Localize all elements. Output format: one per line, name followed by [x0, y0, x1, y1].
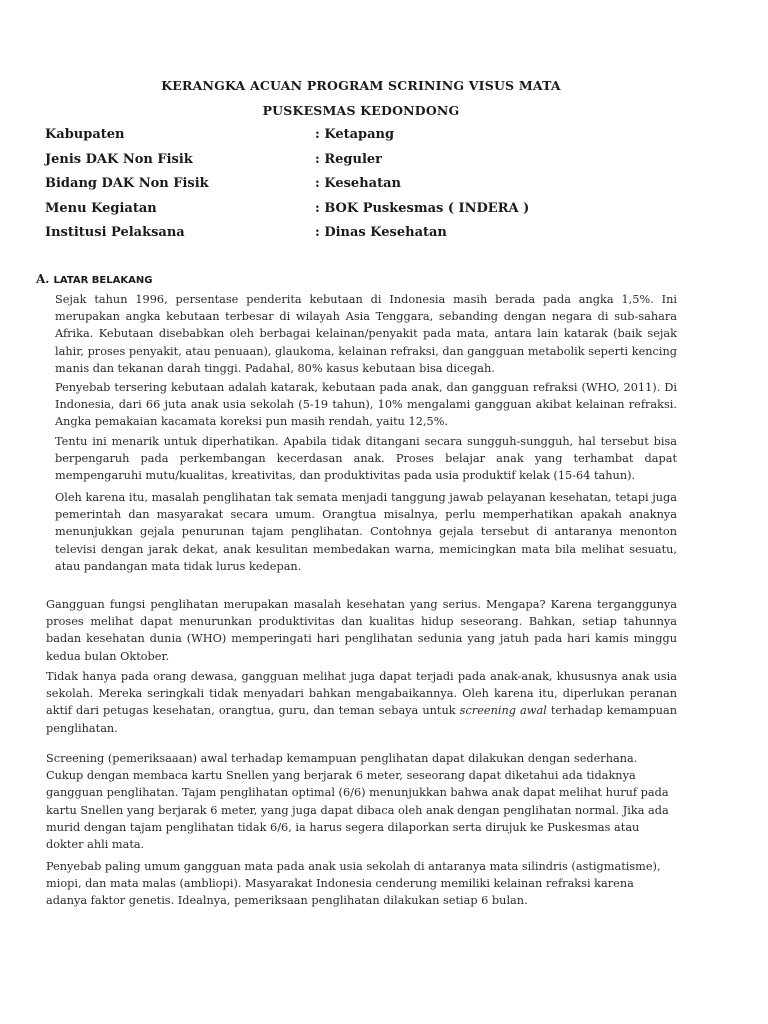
info-label: Jenis DAK Non Fisik	[45, 151, 193, 167]
info-value: : Ketapang	[315, 127, 395, 142]
paragraph-7: Screening (pemeriksaaan) awal terhadap kemampuan penglihatan dapat dilakukan dengan sederhana. Cukup dengan membaca kartu Snellen yang berjarak 6 meter, seseorang dapat diketahui ada tidaknya gangguan penglihatan. Tajam penglihatan optimal (6/6) menunjukkan bahwa anak dapat melihat huruf pada kartu Snellen yang berjarak 6 meter, yang juga dapat dibaca oleh anak dengan penglihatan normal. Jika ada murid dengan tajam penglihatan tidak 6/6, ia harus segera dilaporkan serta dirujuk ke Puskesmas atau dokter ahli mata.	[46, 752, 669, 852]
section-heading-latar-belakang	[36, 272, 152, 286]
info-row-menu-kegiatan	[45, 201, 645, 226]
info-value: : Dinas Kesehatan	[315, 225, 447, 240]
info-row-jenis-dak	[45, 152, 645, 177]
section-heading-text: LATAR BELAKANG	[53, 275, 153, 286]
paragraph-6	[46, 668, 677, 737]
info-label: Institusi Pelaksana	[45, 225, 185, 240]
info-value: : BOK Puskesmas ( INDERA )	[315, 200, 530, 216]
info-label: Menu Kegiatan	[45, 200, 157, 216]
info-value: : Reguler	[315, 151, 382, 167]
info-row-institusi	[45, 225, 645, 250]
info-table	[45, 127, 645, 250]
info-label: Bidang DAK Non Fisik	[45, 176, 209, 191]
paragraph-8: Penyebab paling umum gangguan mata pada anak usia sekolah di antaranya mata silindris (astigmatisme), miopi, dan mata malas (ambliopi). Masyarakat Indonesia cenderung memiliki kelainan refraksi karena adanya faktor genetis. Idealnya, pemeriksaan penglihatan dilakukan setiap 6 bulan.	[46, 860, 661, 908]
paragraph-2: Penyebab tersering kebutaan adalah katarak, kebutaan pada anak, dan gangguan refraksi (WHO, 2011). Di Indonesia, dari 66 juta anak usia sekolah (5-19 tahun), 10% mengalami gangguan akibat kelainan refraksi. Angka pemakaian kacamata koreksi pun masih rendah, yaitu 12,5%.	[55, 381, 677, 429]
section-letter: A.	[36, 272, 50, 286]
paragraph-1: Sejak tahun 1996, persentase penderita kebutaan di Indonesia masih berada pada angka 1,5%. Ini merupakan angka kebutaan terbesar di wilayah Asia Tenggara, sebanding dengan negara di sub-sahara Afrika. Kebutaan disebabkan oleh berbagai kelainan/penyakit pada mata, antara lain katarak (baik sejak lahir, proses penyakit, atau penuaan), glaukoma, kelainan refraksi, dan gangguan metabolik seperti kencing manis dan tekanan darah tinggi. Padahal, 80% kasus kebutaan bisa dicegah.	[55, 293, 677, 375]
paragraph-6-text-a: Tidak hanya pada orang dewasa, gangguan melihat juga dapat terjadi pada anak-anak, khususnya anak usia sekolah. Mereka seringkali tidak menyadari bahkan mengabaikannya. Oleh karena itu, diperlukan peranan aktif dari petugas kesehatan, orangtua, guru, dan teman sebaya untuk	[46, 670, 677, 718]
paragraph-5: Gangguan fungsi penglihatan merupakan masalah kesehatan yang serius. Mengapa? Karena terganggunya proses melihat dapat menurunkan produktivitas dan kualitas hidup seseorang. Bahkan, setiap tahunnya badan kesehatan dunia (WHO) memperingati hari penglihatan sedunia yang jatuh pada hari kamis minggu kedua bulan Oktober.	[46, 598, 677, 663]
info-row-bidang-dak	[45, 176, 645, 201]
document-title-line1: KERANGKA ACUAN PROGRAM SCRINING VISUS MATA	[161, 78, 561, 93]
info-label: Kabupaten	[45, 127, 125, 142]
info-row-kabupaten	[45, 127, 645, 152]
document-title-line2: PUSKESMAS KEDONDONG	[262, 103, 460, 118]
paragraph-6-italic: screening awal	[459, 704, 547, 718]
paragraph-6-text-b: terhadap kemampuan penglihatan.	[46, 704, 677, 735]
paragraph-4: Oleh karena itu, masalah penglihatan tak semata menjadi tanggung jawab pelayanan kesehatan, tetapi juga pemerintah dan masyarakat secara umum. Orangtua misalnya, perlu memperhatikan apakah anaknya menunjukkan gejala penurunan tajam penglihatan. Contohnya gejala tersebut di antaranya menonton televisi dengan jarak dekat, anak kesulitan membedakan warna, memicingkan mata bila melihat sesuatu, atau pandangan mata tidak lurus kedepan.	[55, 491, 677, 573]
info-value: : Kesehatan	[315, 176, 401, 191]
paragraph-3: Tentu ini menarik untuk diperhatikan. Apabila tidak ditangani secara sungguh-sungguh, hal tersebut bisa berpengaruh pada perkembangan kecerdasan anak. Proses belajar anak yang terhambat dapat mempengaruhi mutu/kualitas, kreativitas, dan produktivitas pada usia produktif kelak (15-64 tahun).	[55, 435, 677, 483]
